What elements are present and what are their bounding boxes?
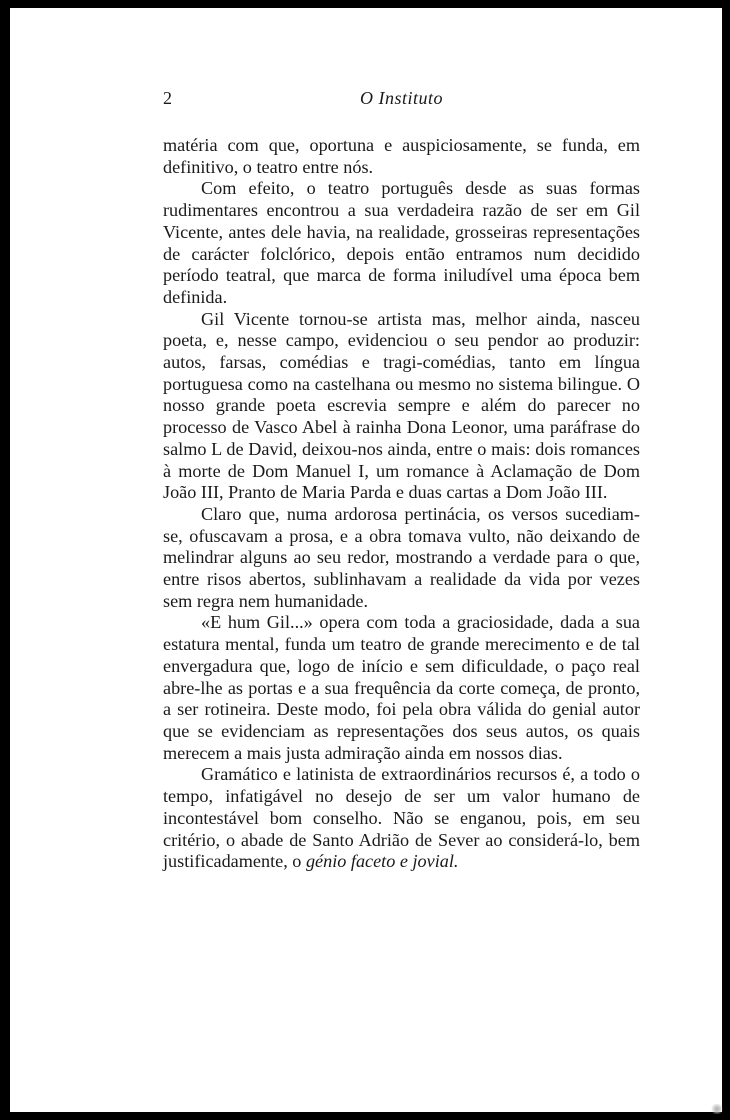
body-text [163, 135, 640, 873]
page-header [163, 88, 640, 118]
italic-quote: génio faceto e jovial. [305, 851, 459, 872]
scan-speck [710, 1104, 724, 1114]
paragraph: Gil Vicente tornou-se artista mas, melhor ainda, nasceu poeta, e, nesse campo, evidenciou o seu pendor ao produzir: autos, farsas, comédias e tragi-comédias, tanto em língua portuguesa como na castelhana ou mesmo no sistema bilingue. O nosso grande poeta escrevia sempre e além do parecer no processo de Vasco Abel à rainha Dona Leonor, uma paráfrase do salmo L de David, deixou-nos ainda, entre o mais: dois romances à morte de Dom Manuel I, um romance à Aclamação de Dom João III, Pranto de Maria Parda e duas cartas a Dom João III. [163, 308, 640, 503]
paragraph: «E hum Gil...» opera com toda a graciosidade, dada a sua estatura mental, funda um teatro de grande merecimento e de tal envergadura que, logo de início e sem dificuldade, o paço real abre-lhe as portas e a sua frequência da corte começa, de pronto, a ser rotineira. Deste modo, foi pela obra válida do genial autor que se evidenciam as representações dos seus autos, os quais merecem a mais justa admiração ainda em nossos dias. [163, 612, 640, 763]
paragraph: matéria com que, oportuna e auspiciosamente, se funda, em definitivo, o teatro entre nós. [163, 135, 640, 177]
paragraph: Com efeito, o teatro português desde as suas formas rudimentares encontrou a sua verdadeira razão de ser em Gil Vicente, antes dele havia, na realidade, grosseiras representações de carácter folclórico, depois então entramos num decidido período teatral, que marca de forma iniludível uma época bem definida. [163, 178, 640, 307]
paragraph [163, 764, 640, 873]
running-title: O Instituto [359, 88, 443, 108]
page-number: 2 [163, 88, 172, 108]
paragraph-text: Gramático e latinista de extraordinários recursos é, a todo o tempo, infatigável no desejo de ser um valor humano de incontestável bom conselho. Não se enganou, pois, em seu critério, o abade de Santo Adrião de Sever ao considerá-lo, bem justificadamente, o [163, 764, 640, 872]
paragraph: Claro que, numa ardorosa pertinácia, os versos sucediam-se, ofuscavam a prosa, e a obra tomava vulto, não deixando de melindrar alguns ao seu redor, mostrando a verdade para o que, entre risos abertos, sublinhavam a realidade da vida por vezes sem regra nem humanidade. [163, 503, 640, 611]
